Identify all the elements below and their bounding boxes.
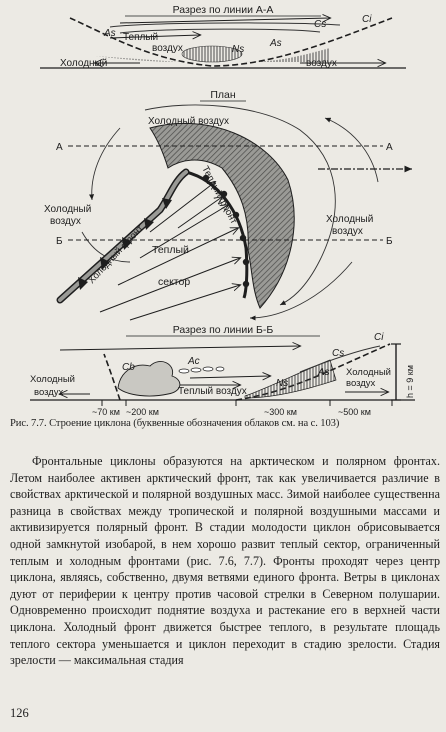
label-cold-left-2: воздух: [50, 216, 81, 227]
bb-cold-right-2: воздух: [346, 378, 376, 389]
label-cold: Холодный: [60, 58, 108, 69]
bb-cold-right-1: Холодный: [346, 367, 391, 378]
line-b-right: Б: [386, 236, 393, 247]
section-bb: [30, 324, 415, 417]
bb-cold-left-2: воздух: [34, 387, 64, 398]
plan-view: [44, 89, 412, 320]
cloud-ns: Ns: [232, 44, 245, 55]
cloud-cs: Cs: [314, 19, 327, 30]
label-cold-right-2: воздух: [332, 226, 363, 237]
line-a-right: А: [386, 142, 393, 153]
isobar-right: [325, 118, 378, 182]
cold-front-surface: [104, 354, 120, 400]
plan-title: План: [210, 89, 236, 101]
cloud-cs-bb: Cs: [332, 348, 345, 359]
body-text: [10, 453, 440, 669]
label-warm-2: воздух: [152, 43, 183, 54]
label-cold-front: Холодный фронт: [86, 223, 146, 287]
altocumulus-clouds: [179, 367, 224, 373]
label-warm: Теплый: [152, 244, 189, 256]
body-paragraph: Фронтальные циклоны образуются на арктическом и полярном фронтах. Летом наиболее активен арктический фронт, так как увеличивается различие в свойствах арктической и полярной воздушных масс. Зимой наиболее существенна разница в свойствах между тропической и полярной воздушными массами и активизируется полярный фронт. В стадии молодости циклон обрисовывается одной замкнутой изобарой, в нем хорошо развит теплый сектор, ограниченный теплым и холодным фронтами (рис. 7.6, 7.7). Фронты проходят через центр циклона, являясь, собственно, двумя ветвями единого фронта. Ветры в циклонах дуют от периферии к центру против часовой стрелки в Северном полушарии. Одновременно происходит поднятие воздуха и растекание его в верхней части циклона. Холодный фронт движется быстрее теплого, в результате площадь теплого сектора уменьшается и циклон переходит в стадию зрелости. Стадия зрелости — максимальная стадия: [10, 454, 440, 668]
isobar-left: [92, 128, 120, 200]
section-aa-title: Разрез по линии А-А: [172, 4, 274, 16]
cloud-ci-bb: Ci: [374, 332, 384, 343]
bb-warm-air: Теплый воздух: [178, 386, 247, 397]
label-warm-1: Теплый: [123, 32, 159, 43]
cloud-as-bb: As: [318, 367, 330, 378]
cloud-ac: Ac: [188, 356, 200, 367]
cloud-cb: Cb: [122, 362, 135, 373]
warm-arrow-upper: [120, 18, 330, 23]
bb-cold-left-1: Холодный: [30, 374, 75, 385]
nimbostratus-cloud-bb: [245, 360, 336, 398]
height-label: h = 9 км: [405, 365, 415, 398]
line-b-left: Б: [56, 236, 63, 247]
page-number: 126: [10, 706, 29, 720]
warm-arrow-bb-upper: [60, 346, 300, 350]
cloud-as-left: As: [104, 28, 116, 39]
distance-label: ~70 км: [92, 407, 120, 417]
label-sector: сектор: [158, 276, 191, 288]
label-cold-left-1: Холодный: [44, 204, 92, 215]
precip-left: [95, 56, 180, 62]
warm-arrow-bb-mid: [190, 376, 270, 378]
cloud-as-right: As: [270, 38, 282, 49]
distance-label: ~500 км: [338, 407, 371, 417]
distance-label: ~200 км: [126, 407, 159, 417]
distance-ticks: [102, 400, 392, 406]
cirrostratus-layer: [110, 23, 340, 27]
section-aa: [40, 4, 406, 69]
cloud-ci: Ci: [362, 14, 372, 25]
label-cold-air: воздух: [306, 58, 337, 69]
line-a-left: А: [56, 142, 63, 153]
cloud-ns-bb: Ns: [276, 378, 289, 389]
label-cold-top: Холодный воздух: [148, 116, 229, 127]
figure-caption: Рис. 7.7. Строение циклона (буквенные обозначения облаков см. на с. 103): [10, 418, 340, 429]
section-bb-title: Разрез по линии Б-Б: [172, 324, 274, 336]
label-cold-right-1: Холодный: [326, 214, 374, 225]
label-warm-front: Теплый фронт: [199, 164, 240, 226]
distance-label: ~300 км: [264, 407, 297, 417]
